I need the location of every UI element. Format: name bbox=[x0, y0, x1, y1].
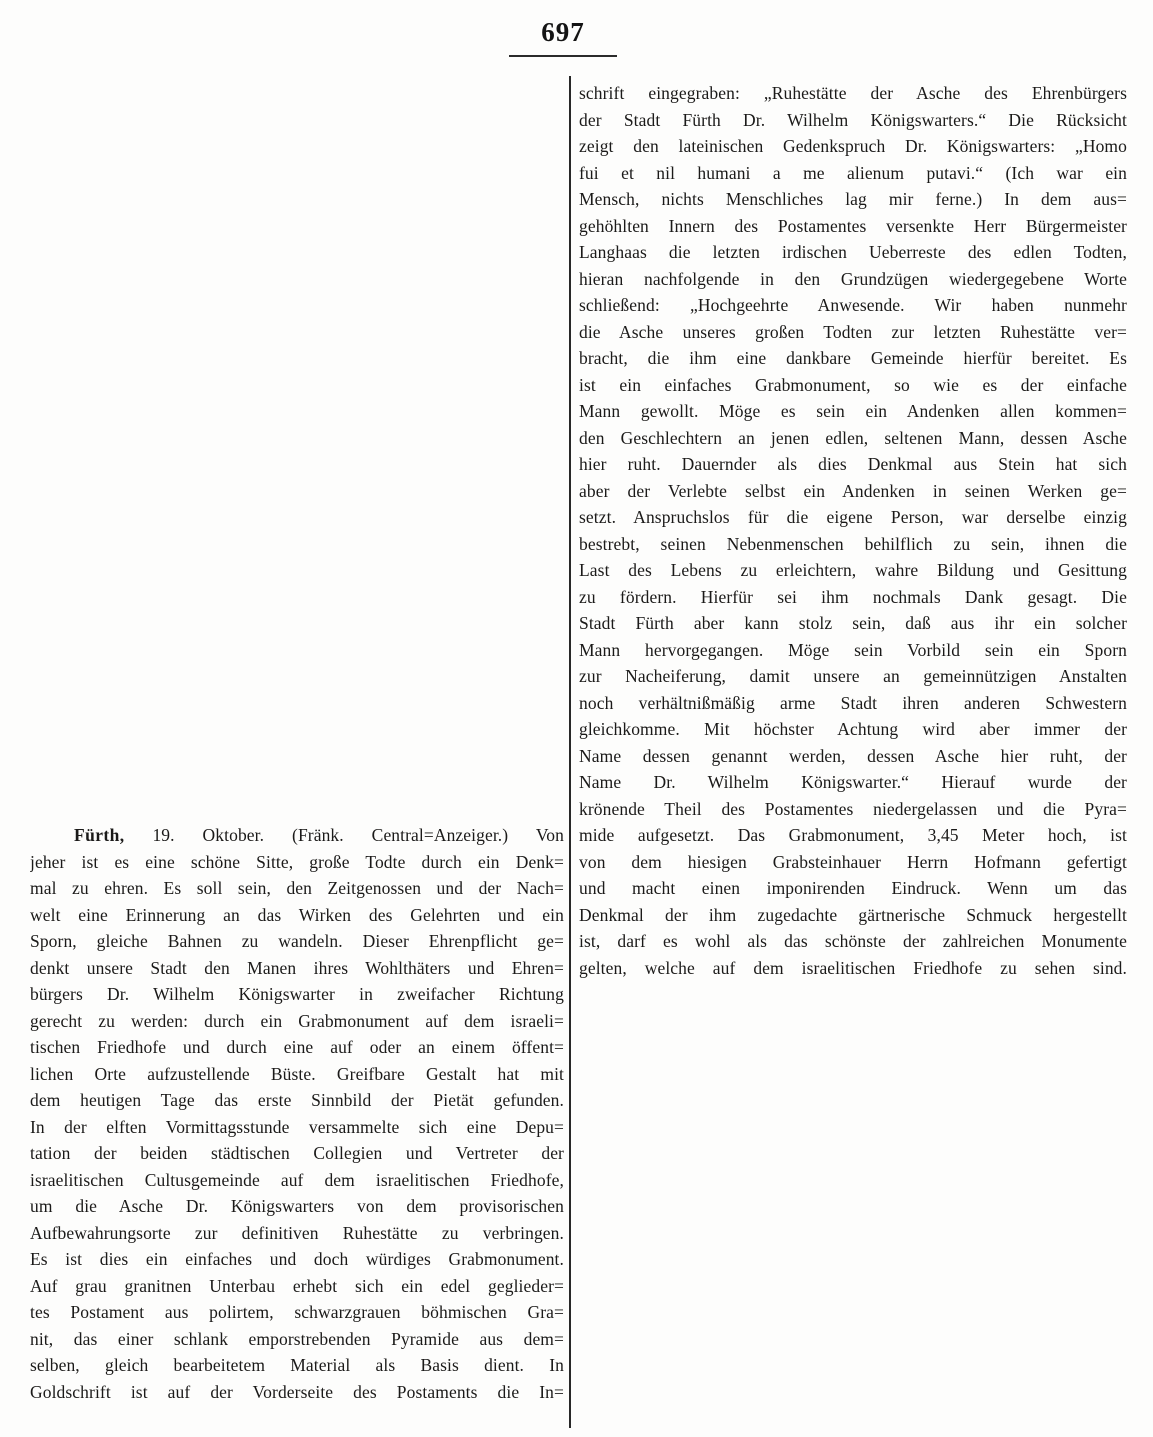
text-line: fui et nil humani a me alienum putavi.“ (Ich war ein bbox=[579, 162, 1127, 183]
right-column-lines bbox=[579, 80, 1127, 981]
text-line: Langhaas die letzten irdischen Ueberreste des edlen Todten, bbox=[579, 242, 1127, 262]
text-line: Aufbewahrungsorte zur definitiven Ruhestätte zu verbringen. bbox=[30, 1222, 564, 1243]
text-line: schrift eingegraben: „Ruhestätte der Asche des Ehrenbürgers bbox=[579, 83, 1127, 103]
text-line: bürgers Dr. Wilhelm Königswarter in zweifacher Richtung bbox=[30, 984, 564, 1004]
text-line: tation der beiden städtischen Collegien und Vertreter der bbox=[30, 1143, 564, 1163]
text-line: Name Dr. Wilhelm Königswarter.“ Hierauf wurde der bbox=[579, 772, 1127, 792]
text-line: bestrebt, seinen Nebenmenschen behilflich zu sein, ihnen die bbox=[579, 533, 1127, 554]
text-line: gelten, welche auf dem israelitischen Friedhofe zu sehen sind. bbox=[579, 957, 1127, 978]
text-line: Mann gewollt. Möge es sein ein Andenken allen kommen= bbox=[579, 401, 1127, 421]
text-line: denkt unsere Stadt den Manen ihres Wohlthäters und Ehren= bbox=[30, 957, 564, 978]
text-line: hieran nachfolgende in den Grundzügen wiedergegebene Worte bbox=[579, 268, 1127, 289]
text-line: von dem hiesigen Grabsteinhauer Herrn Hofmann gefertigt bbox=[579, 851, 1127, 872]
text-line: Name dessen genannt werden, dessen Asche hier ruht, der bbox=[579, 745, 1127, 766]
column-divider-line bbox=[569, 76, 571, 1428]
text-line: zeigt den lateinischen Gedenkspruch Dr. Königswarters: „Homo bbox=[579, 136, 1127, 156]
text-line: und macht einen imponirenden Eindruck. Wenn um das bbox=[579, 878, 1127, 898]
text-line: der Stadt Fürth Dr. Wilhelm Königswarters.“ Die Rücksicht bbox=[579, 109, 1127, 130]
text-line: mide aufgesetzt. Das Grabmonument, 3,45 Meter hoch, ist bbox=[579, 825, 1127, 845]
text-line: lichen Orte aufzustellende Büste. Greifbare Gestalt hat mit bbox=[30, 1063, 564, 1084]
text-line: ist ein einfaches Grabmonument, so wie es der einfache bbox=[579, 374, 1127, 395]
dateline-city: Fürth, bbox=[74, 825, 125, 845]
text-line: den Geschlechtern an jenen edlen, seltenen Mann, dessen Asche bbox=[579, 427, 1127, 448]
text-line: gehöhlten Innern des Postamentes versenkte Herr Bürgermeister bbox=[579, 215, 1127, 236]
text-line: israelitischen Cultusgemeinde auf dem israelitischen Friedhofe, bbox=[30, 1169, 564, 1190]
dateline-rest: 19. Oktober. (Fränk. Central=Anzeiger.) Von bbox=[124, 825, 564, 845]
text-line: tischen Friedhofe und durch eine auf oder an einem öffent= bbox=[30, 1037, 564, 1057]
text-line: schließend: „Hochgeehrte Anwesende. Wir haben nunmehr bbox=[579, 295, 1127, 315]
text-line: hier ruht. Dauernder als dies Denkmal aus Stein hat sich bbox=[579, 454, 1127, 474]
text-line: zur Nacheiferung, damit unsere an gemeinnützigen Anstalten bbox=[579, 666, 1127, 686]
page-number-rule bbox=[509, 55, 617, 57]
dateline-first-line bbox=[30, 822, 564, 849]
text-line: Last des Lebens zu erleichtern, wahre Bildung und Gesittung bbox=[579, 560, 1127, 580]
text-line: mal zu ehren. Es soll sein, den Zeitgenossen und der Nach= bbox=[30, 878, 564, 898]
text-line: nit, das einer schlank emporstrebenden Pyramide aus dem= bbox=[30, 1328, 564, 1349]
text-line: bracht, die ihm eine dankbare Gemeinde hierfür bereitet. Es bbox=[579, 348, 1127, 368]
left-column bbox=[30, 822, 564, 1405]
text-line: tes Postament aus polirtem, schwarzgrauen böhmischen Gra= bbox=[30, 1302, 564, 1322]
text-line: noch verhältnißmäßig arme Stadt ihren anderen Schwestern bbox=[579, 692, 1127, 713]
text-line: Auf grau granitnen Unterbau erhebt sich ein edel geglieder= bbox=[30, 1275, 564, 1296]
text-line: krönende Theil des Postamentes niedergelassen und die Pyra= bbox=[579, 798, 1127, 819]
text-line: jeher ist es eine schöne Sitte, große Todte durch ein Denk= bbox=[30, 851, 564, 872]
text-line: setzt. Anspruchslos für die eigene Person, war derselbe einzig bbox=[579, 507, 1127, 527]
text-line: In der elften Vormittagsstunde versammelte sich eine Depu= bbox=[30, 1116, 564, 1137]
text-line: zu fördern. Hierfür sei ihm nochmals Dank gesagt. Die bbox=[579, 586, 1127, 607]
text-line: gerecht zu werden: durch ein Grabmonument auf dem israeli= bbox=[30, 1010, 564, 1031]
page-number: 697 bbox=[541, 17, 585, 47]
text-line: Mensch, nichts Menschliches lag mir ferne.) In dem aus= bbox=[579, 189, 1127, 209]
text-line: Mann hervorgegangen. Möge sein Vorbild sein ein Sporn bbox=[579, 639, 1127, 660]
text-line: gleichkomme. Mit höchster Achtung wird aber immer der bbox=[579, 719, 1127, 739]
text-line: Es ist dies ein einfaches und doch würdiges Grabmonument. bbox=[30, 1249, 564, 1269]
text-line: aber der Verlebte selbst ein Andenken in seinen Werken ge= bbox=[579, 480, 1127, 501]
text-line: Denkmal der ihm zugedachte gärtnerische Schmuck hergestellt bbox=[579, 904, 1127, 925]
text-line: die Asche unseres großen Todten zur letzten Ruhestätte ver= bbox=[579, 321, 1127, 342]
text-line: Goldschrift ist auf der Vorderseite des Postaments die In= bbox=[30, 1381, 564, 1402]
text-line: welt eine Erinnerung an das Wirken des Gelehrten und ein bbox=[30, 904, 564, 925]
text-line: Stadt Fürth aber kann stolz sein, daß aus ihr ein solcher bbox=[579, 613, 1127, 633]
text-line: ist, darf es wohl als das schönste der zahlreichen Monumente bbox=[579, 931, 1127, 951]
left-column-lines bbox=[30, 849, 564, 1406]
text-line: um die Asche Dr. Königswarters von dem provisorischen bbox=[30, 1196, 564, 1216]
right-column bbox=[579, 80, 1127, 981]
text-line: Sporn, gleiche Bahnen zu wandeln. Dieser Ehrenpflicht ge= bbox=[30, 931, 564, 951]
text-line: selben, gleich bearbeitetem Material als Basis dient. In bbox=[30, 1355, 564, 1375]
text-line: dem heutigen Tage das erste Sinnbild der Pietät gefunden. bbox=[30, 1090, 564, 1110]
